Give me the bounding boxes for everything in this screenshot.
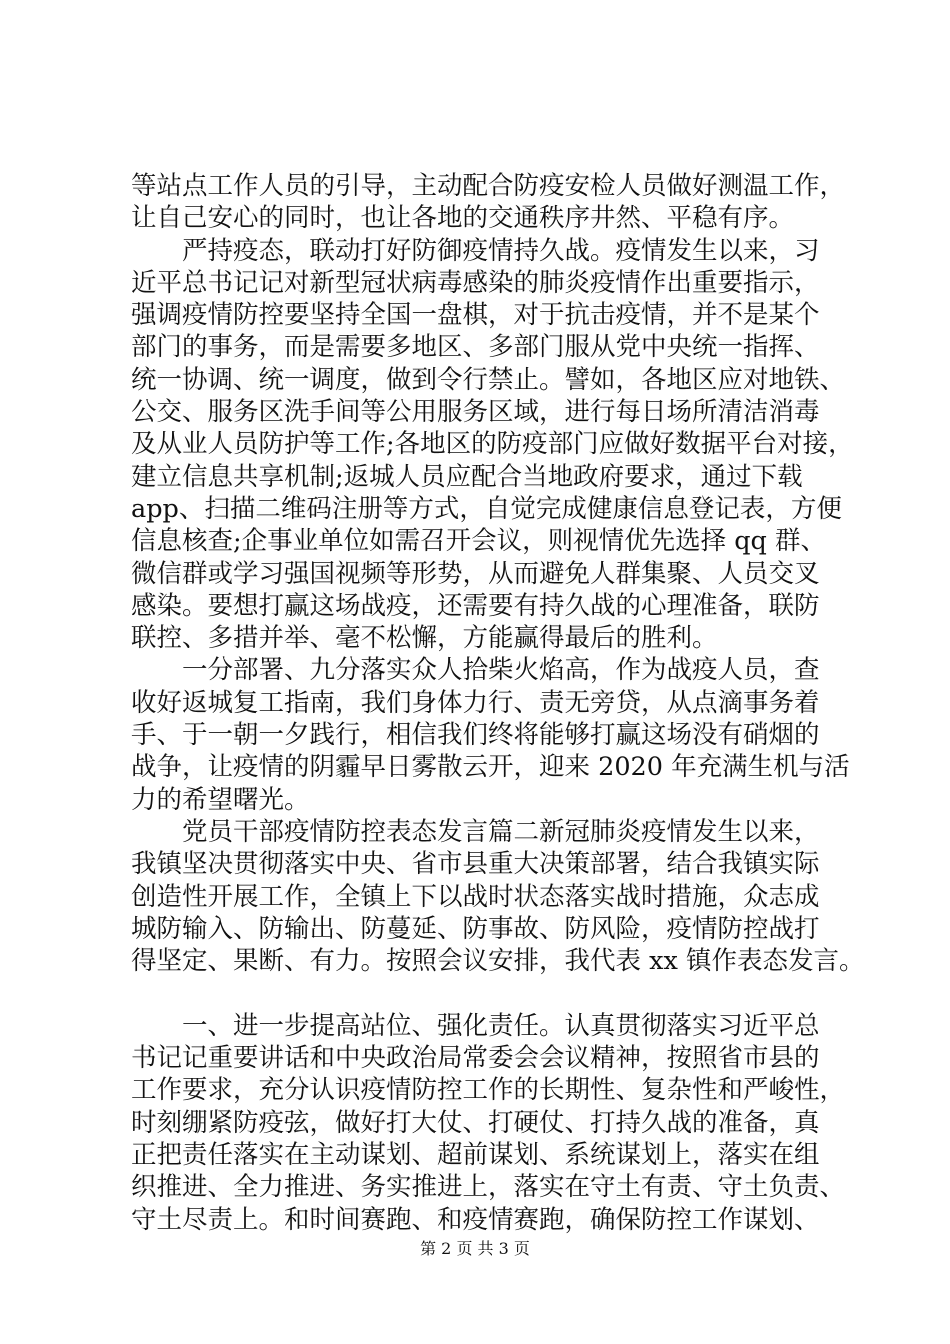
text-line: 战争，让疫情的阴霾早日雾散云开，迎来 2020 年充满生机与活 [131,752,850,783]
text-line: 统一协调、统一调度，做到令行禁止。譬如，各地区应对地铁、 [131,364,846,395]
text-line: 手、于一朝一夕践行，相信我们终将能够打赢这场没有硝烟的 [131,720,820,751]
text-line: 守土尽责上。和时间赛跑、和疫情赛跑，确保防控工作谋划、 [131,1204,820,1235]
text-line: 信息核查;企事业单位如需召开会议，则视情优先选择 qq 群、 [131,526,826,557]
text-line: 公交、服务区洗手间等公用服务区域，进行每日场所清洁消毒 [131,397,820,428]
text-line: 收好返城复工指南，我们身体力行、责无旁贷，从点滴事务着 [131,687,820,718]
text-line: 严持疫态，联动打好防御疫情持久战。疫情发生以来，习 [131,235,820,266]
text-line: 强调疫情防控要坚持全国一盘棋，对于抗击疫情，并不是某个 [131,300,820,331]
text-line: 党员干部疫情防控表态发言篇二新冠肺炎疫情发生以来， [131,816,820,847]
text-line: 一、进一步提高站位、强化责任。认真贯彻落实习近平总 [131,1010,820,1041]
text-line: 得坚定、果断、有力。按照会议安排，我代表 xx 镇作表态发言。 [131,946,865,977]
text-line: 感染。要想打赢这场战疫，还需要有持久战的心理准备，联防 [131,590,820,621]
text-line: 让自己安心的同时，也让各地的交通秩序井然、平稳有序。 [131,203,795,234]
text-line: 正把责任落实在主动谋划、超前谋划、系统谋划上，落实在组 [131,1139,820,1170]
text-line: 力的希望曙光。 [131,784,310,815]
text-line: 时刻绷紧防疫弦，做好打大仗、打硬仗、打持久战的准备，真 [131,1107,820,1138]
text-line: 联控、多措并举、毫不松懈，方能赢得最后的胜利。 [131,623,718,654]
text-line: 建立信息共享机制;返城人员应配合当地政府要求，通过下载 [131,461,803,492]
text-line: 近平总书记记对新型冠状病毒感染的肺炎疫情作出重要指示， [131,267,820,298]
text-line: 创造性开展工作，全镇上下以战时状态落实战时措施，众志成 [131,881,820,912]
page-number-footer: 第 2 页 共 3 页 [420,1239,530,1258]
text-line: 一分部署、九分落实众人拾柴火焰高，作为战疫人员，查 [131,655,820,686]
text-line: 城防输入、防输出、防蔓延、防事故、防风险，疫情防控战打 [131,913,820,944]
text-line: 部门的事务，而是需要多地区、多部门服从党中央统一指挥、 [131,332,820,363]
text-line: 等站点工作人员的引导，主动配合防疫安检人员做好测温工作， [131,171,846,201]
document-body [131,170,865,1236]
text-line: 织推进、全力推进、务实推进上，落实在守土有责、守土负责、 [131,1172,846,1203]
text-line: 书记记重要讲话和中央政治局常委会会议精神，按照省市县的 [131,1043,820,1074]
paragraph-gap [131,977,851,1009]
text-line: 及从业人员防护等工作;各地区的防疫部门应做好数据平台对接， [131,429,854,460]
text-line: app、扫描二维码注册等方式，自觉完成健康信息登记表，方便 [131,493,842,524]
text-line: 我镇坚决贯彻落实中央、省市县重大决策部署，结合我镇实际 [131,849,820,880]
text-line: 工作要求，充分认识疫情防控工作的长期性、复杂性和严峻性， [131,1075,846,1106]
text-line: 微信群或学习强国视频等形势，从而避免人群集聚、人员交叉 [131,558,820,589]
